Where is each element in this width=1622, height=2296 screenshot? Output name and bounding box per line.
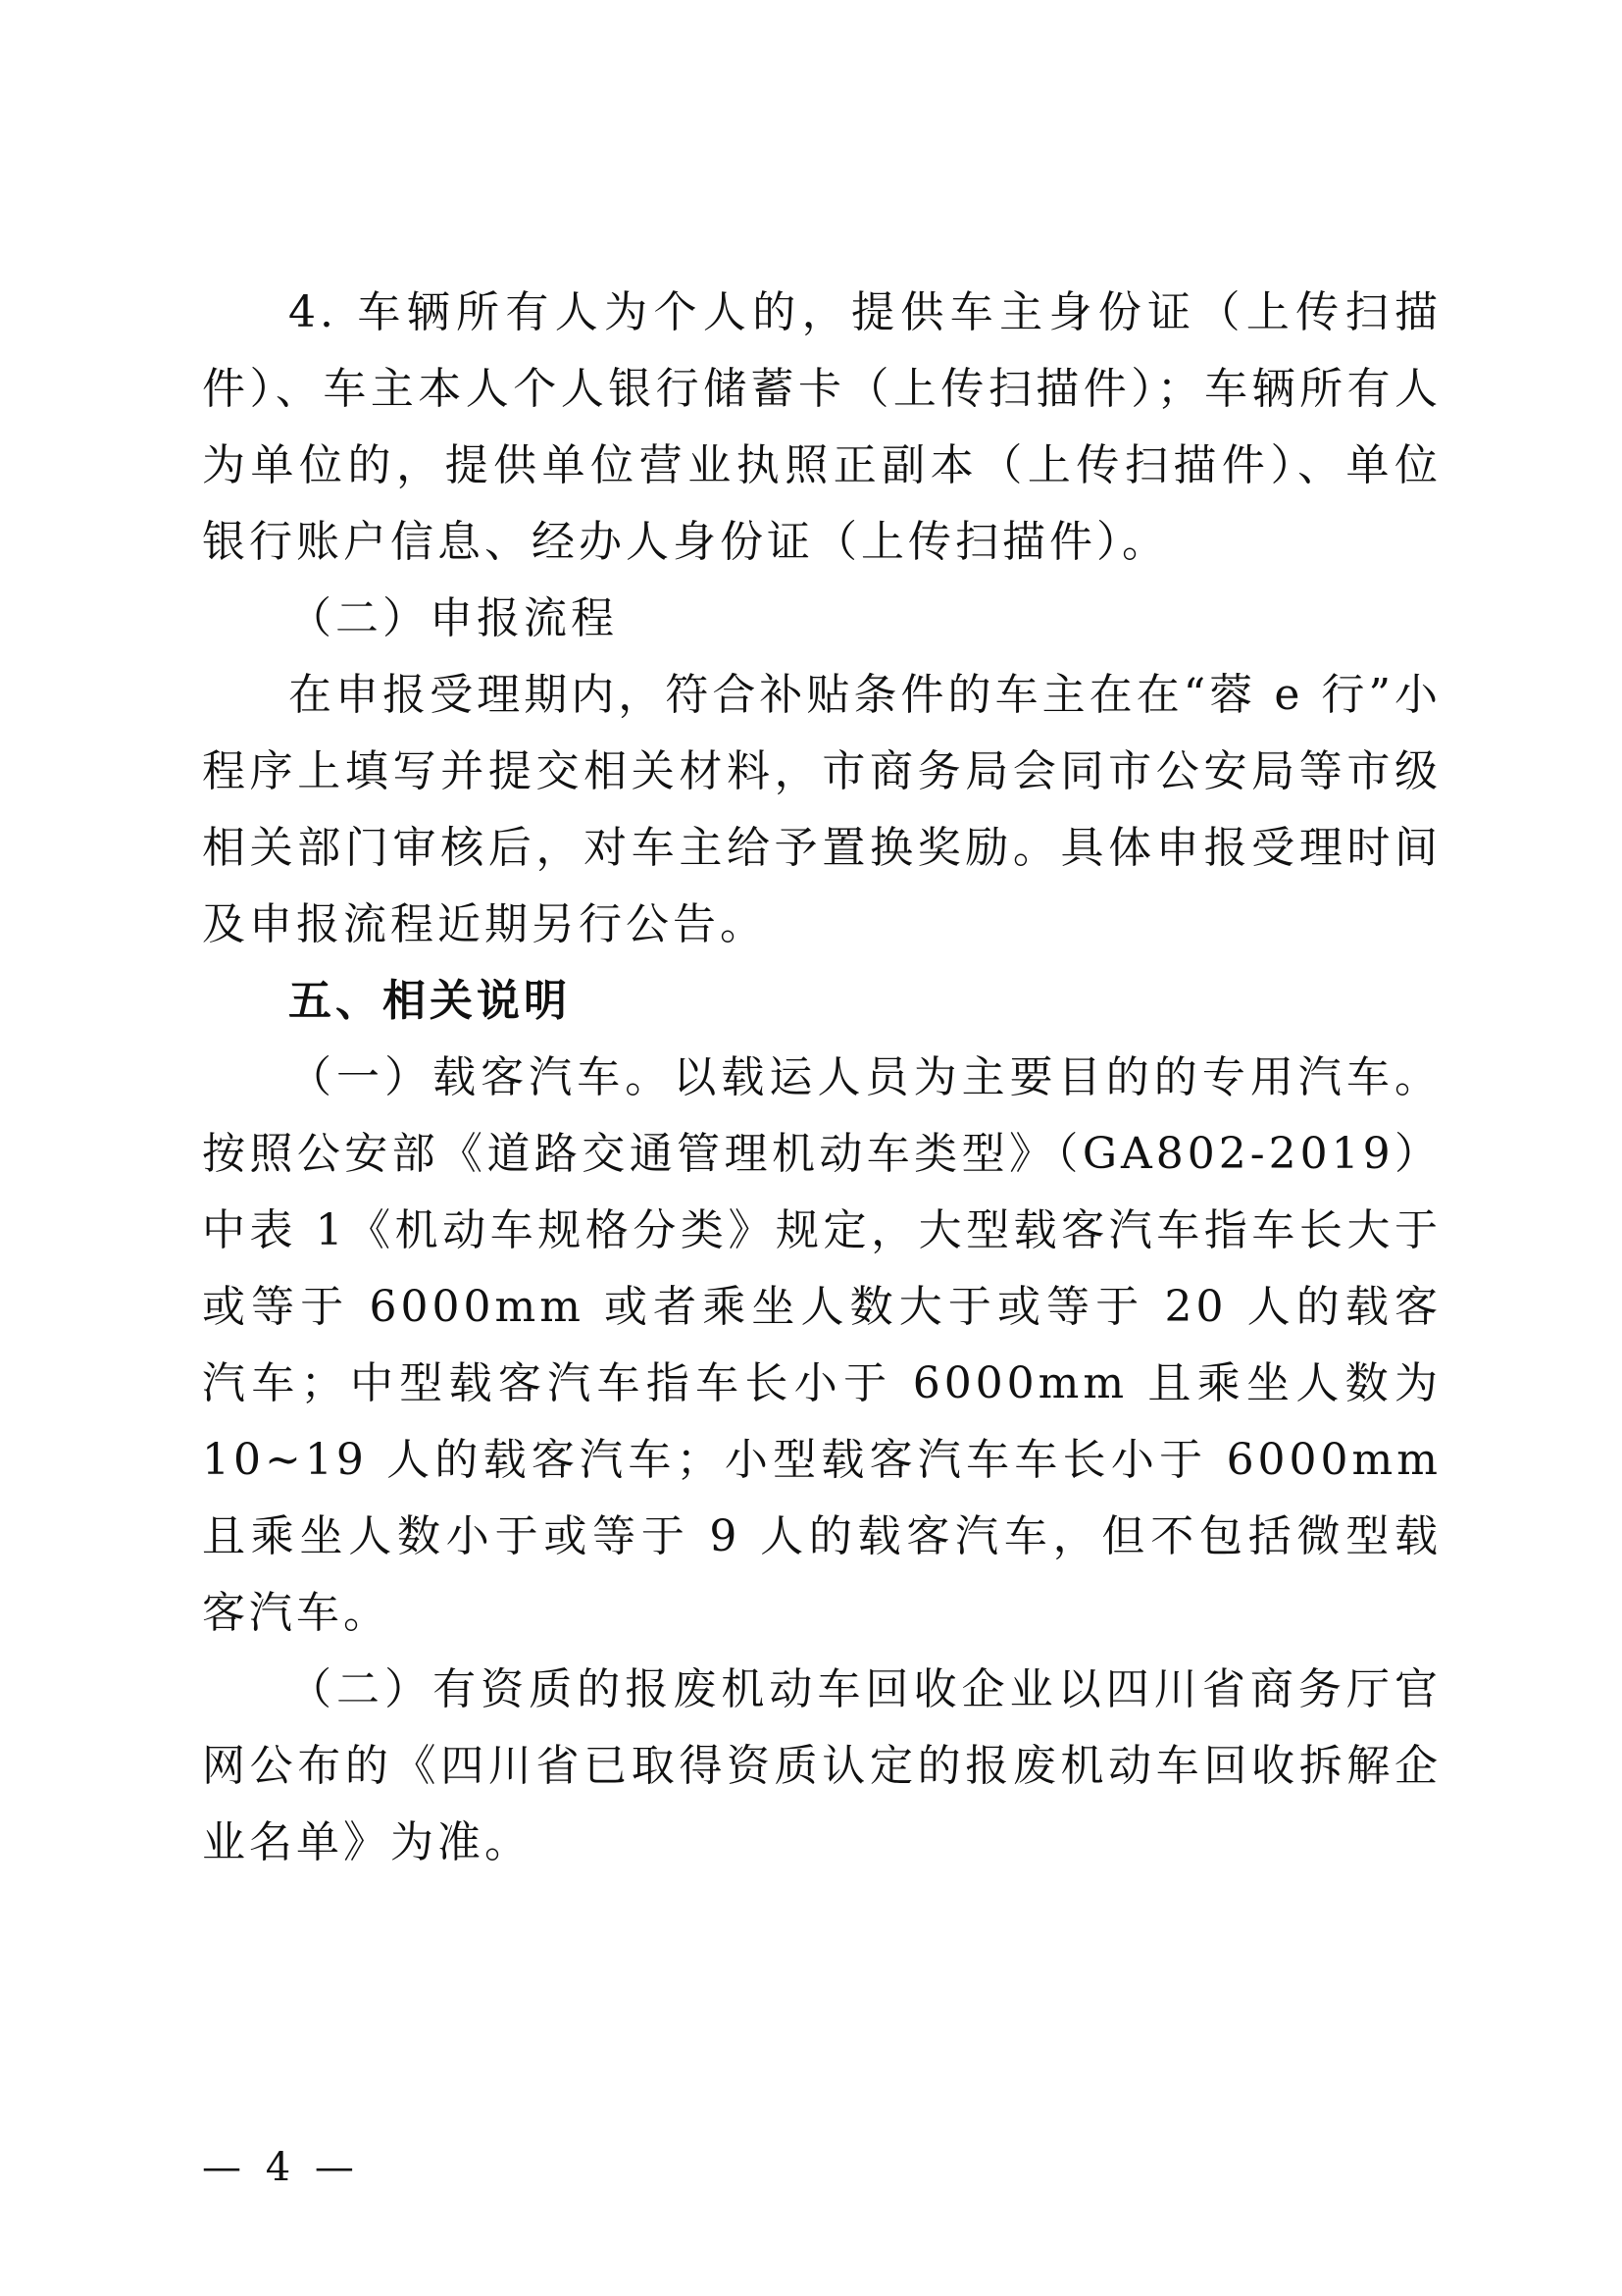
paragraph-item-4: 4. 车辆所有人为个人的，提供车主身份证（上传扫描件）、车主本人个人银行储蓄卡（上传扫描件）；车辆所有人为单位的，提供单位营业执照正副本（上传扫描件）、单位银行账户信息、经办人身份证（上传扫描件）。 — [202, 287, 1442, 567]
section-heading-application-process: （二）申报流程 — [288, 593, 618, 643]
paragraph-application-process: 在申报受理期内，符合补贴条件的车主在在“蓉 e 行”小程序上填写并提交相关材料，市商务局会同市公安局等市级相关部门审核后，对车主给予置换奖励。具体申报受理时间及申报流程近期另行公告。 — [202, 670, 1442, 949]
paragraph-passenger-vehicle-definition: （一）载客汽车。以载运人员为主要目的的专用汽车。按照公安部《道路交通管理机动车类型》（GA802-2019）中表 1《机动车规格分类》规定，大型载客汽车指车长大于或等于 6000mm 或者乘坐人数大于或等于 20 人的载客汽车；中型载客汽车指车长小于 6000mm 且乘坐人数为 10~19 人的载客汽车；小型载客汽车车长小于 6000mm 且乘坐人数小于或等于 9 人的载客汽车，但不包括微型载客汽车。 — [202, 1052, 1442, 1638]
paragraph-qualified-recycling-enterprise: （二）有资质的报废机动车回收企业以四川省商务厅官网公布的《四川省已取得资质认定的报废机动车回收拆解企业名单》为准。 — [202, 1664, 1442, 1867]
document-body — [202, 275, 1442, 1881]
section-heading-related-notes: 五、相关说明 — [288, 976, 571, 1026]
page-number: — 4 — — [202, 2145, 360, 2190]
